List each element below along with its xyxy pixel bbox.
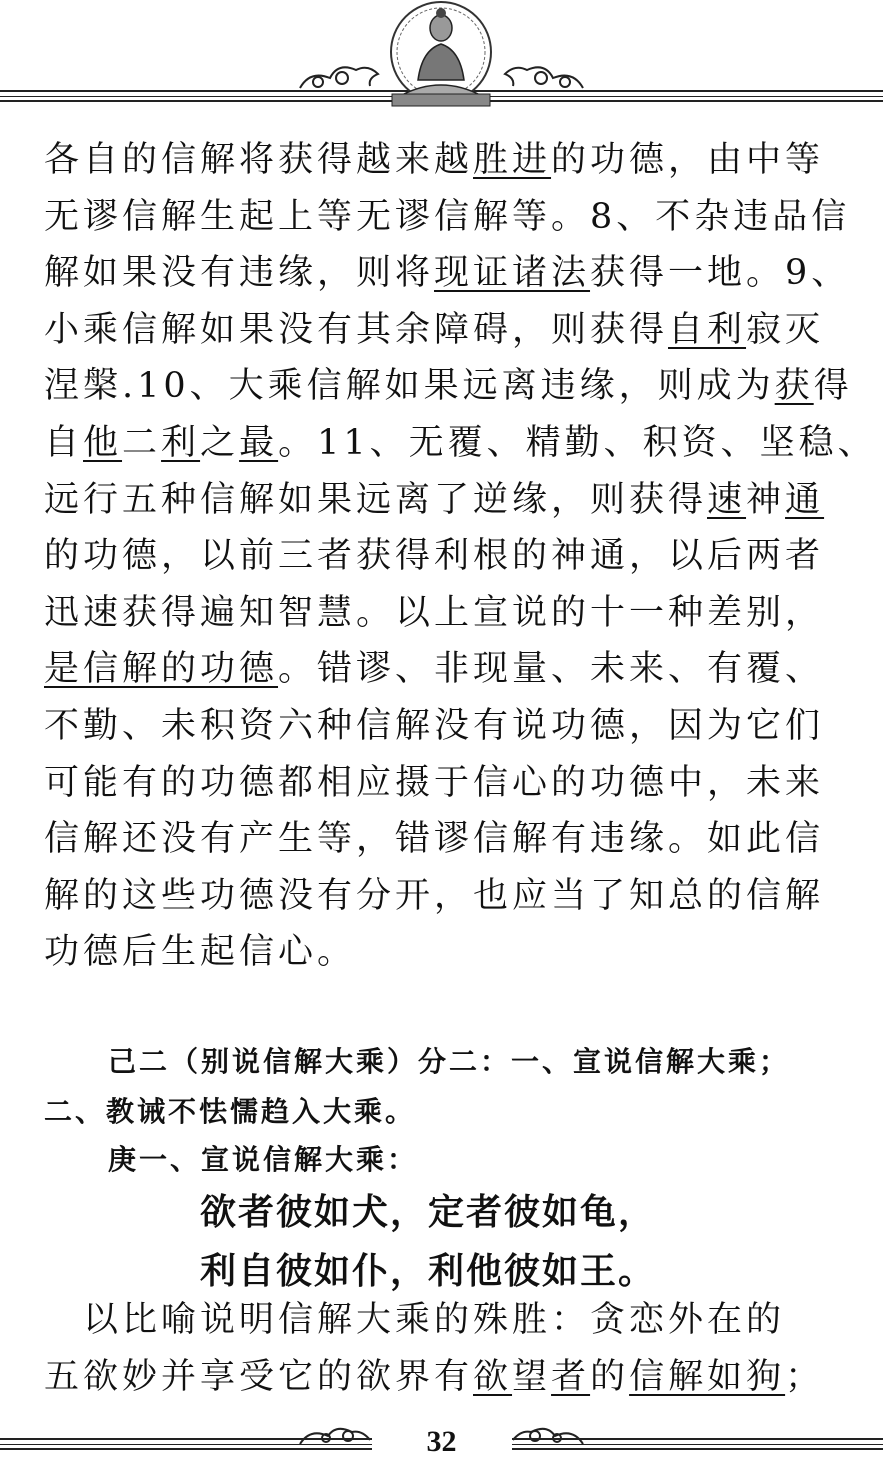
section-heading-geng-yi: 庚一、宣说信解大乘： bbox=[108, 1143, 419, 1176]
page-number: 32 bbox=[426, 1425, 457, 1458]
text-segment: 可能有的功德都相应摄于信心的功德中，未来 bbox=[44, 762, 825, 803]
paragraph-1-line bbox=[44, 868, 844, 925]
paragraph-1-line bbox=[44, 585, 844, 642]
page-header-ornament bbox=[0, 0, 883, 112]
text-segment: 信解还没有产生等，错谬信解有违缘。如此信 bbox=[44, 819, 825, 860]
underlined-text: 欲 bbox=[473, 1356, 513, 1397]
section-heading-ji-er-continued: 二、教诫不怯懦趋入大乘。 bbox=[44, 1095, 417, 1128]
text-segment: 。错谬、非现量、未来、有覆、 bbox=[278, 649, 825, 690]
cloud-scroll-right-icon bbox=[505, 67, 583, 88]
underlined-text: 自利 bbox=[668, 309, 747, 350]
underlined-text: 通 bbox=[785, 479, 825, 520]
underlined-text: 速 bbox=[707, 479, 747, 520]
section-heading-ji-er: 己二（别说信解大乘）分二：一、宣说信解大乘； bbox=[108, 1045, 791, 1078]
text-segment: 不勤、未积资六种信解没有说功德，因为它们 bbox=[44, 705, 825, 746]
paragraph-1-line bbox=[44, 698, 844, 755]
text-segment: 涅槃.10、大乘信解如果远离违缘，则成为 bbox=[44, 366, 775, 407]
paragraph-2-line bbox=[44, 1349, 844, 1406]
paragraph-1-line bbox=[44, 641, 844, 698]
text-segment: 的功德，由中等 bbox=[551, 140, 825, 180]
text-segment: 迅速获得遍知智慧。以上宣说的十一种差别， bbox=[44, 592, 825, 633]
text-segment: 。11、无覆、精勤、积资、坚稳、 bbox=[278, 422, 877, 463]
underlined-text: 信解如狗 bbox=[629, 1356, 786, 1397]
text-segment: 五欲妙并享受它的欲界有 bbox=[44, 1356, 474, 1397]
underlined-text: 获 bbox=[774, 366, 814, 407]
underlined-text: 他 bbox=[83, 422, 123, 463]
text-segment: 小乘信解如果没有其余障碍，则获得 bbox=[44, 309, 669, 350]
paragraph-1-line bbox=[44, 358, 853, 415]
underlined-text: 者 bbox=[551, 1356, 591, 1397]
text-segment: 功德后生起信心。 bbox=[44, 932, 357, 973]
paragraph-1-line bbox=[44, 755, 844, 812]
verse-line-2: 利自彼如仆，利他彼如王。 bbox=[200, 1251, 657, 1292]
text-segment: 远行五种信解如果远离了逆缘，则获得 bbox=[44, 479, 708, 520]
text-segment: 得 bbox=[813, 366, 853, 407]
text-segment: ； bbox=[785, 1356, 825, 1397]
paragraph-1-line bbox=[44, 189, 851, 246]
underlined-text: 现证诸法 bbox=[434, 253, 591, 294]
underlined-text: 胜进 bbox=[473, 140, 552, 180]
paragraph-1-line bbox=[44, 924, 844, 981]
paragraph-1-line bbox=[44, 245, 851, 302]
paragraph-1-line bbox=[44, 811, 844, 868]
body-paragraph-1 bbox=[44, 132, 877, 981]
header-ornament-graphic bbox=[0, 0, 883, 112]
cloud-scroll-left-icon bbox=[300, 67, 378, 88]
text-segment: 寂灭 bbox=[746, 309, 825, 350]
text-segment: 获得一地。9、 bbox=[590, 253, 851, 294]
text-segment: 解如果没有违缘，则将 bbox=[44, 253, 435, 294]
text-segment: 自 bbox=[44, 422, 84, 463]
text-segment: 望 bbox=[512, 1356, 552, 1397]
text-segment: 神 bbox=[746, 479, 786, 520]
verse-line-1: 欲者彼如犬，定者彼如龟， bbox=[200, 1192, 657, 1233]
text-segment: 二 bbox=[122, 422, 162, 463]
paragraph-1-line bbox=[44, 302, 844, 359]
underlined-text: 是信解的功德 bbox=[44, 649, 279, 690]
paragraph-1-line bbox=[44, 415, 877, 472]
paragraph-2-line bbox=[44, 1292, 844, 1349]
underlined-text: 利 bbox=[161, 422, 201, 463]
text-segment: 无谬信解生起上等无谬信解等。8、不杂违品信 bbox=[44, 196, 851, 237]
text-segment: 的 bbox=[590, 1356, 630, 1397]
underlined-text: 最 bbox=[239, 422, 279, 463]
paragraph-1-line bbox=[44, 472, 844, 529]
text-segment: 以比喻说明信解大乘的殊胜：贪恋外在的 bbox=[44, 1300, 786, 1340]
paragraph-1-line bbox=[44, 132, 844, 189]
text-segment: 解的这些功德没有分开，也应当了知总的信解 bbox=[44, 875, 825, 916]
text-segment: 的功德，以前三者获得利根的神通，以后两者 bbox=[44, 536, 825, 577]
text-segment: 之 bbox=[200, 422, 240, 463]
body-paragraph-2 bbox=[44, 1292, 844, 1405]
text-segment: 各自的信解将获得越来越 bbox=[44, 140, 474, 180]
paragraph-1-line bbox=[44, 528, 844, 585]
